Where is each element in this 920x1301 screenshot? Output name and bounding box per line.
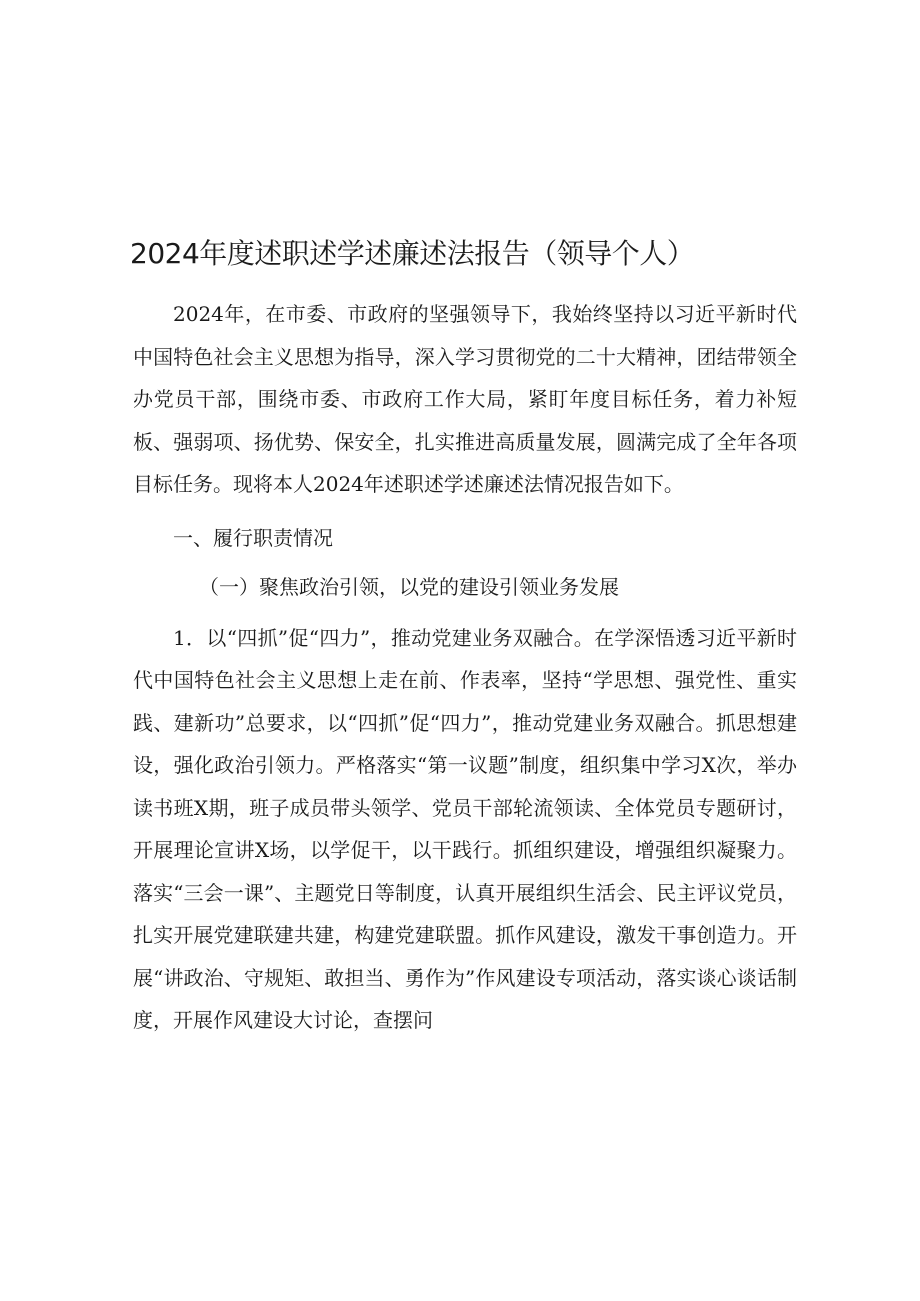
item-paragraph: 1．以“四抓”促“四力”，推动党建业务双融合。在学深悟透习近平新时代中国特色社会主义思想上走在前、作表率，坚持“学思想、强党性、重实践、建新功”总要求，以“四抓”促“四力”，推动党建业务双融合。抓思想建设，强化政治引领力。严格落实“第一议题”制度，组织集中学习X次，举办读书班X期，班子成员带头领学、党员干部轮流领读、全体党员专题研讨，开展理论宣讲X场，以学促干，以干践行。抓组织建设，增强组织凝聚力。落实“三会一课”、主题党日等制度，认真开展组织生活会、民主评议党员，扎实开展党建联建共建，构建党建联盟。抓作风建设，激发干事创造力。开展“讲政治、守规矩、敢担当、勇作为”作风建设专项活动，落实谈心谈话制度，开展作风建设大讨论，查摆问	[133, 625, 797, 1032]
intro-paragraph: 2024年，在市委、市政府的坚强领导下，我始终坚持以习近平新时代中国特色社会主义思想为指导，深入学习贯彻党的二十大精神，团结带领全办党员干部，围绕市委、市政府工作大局，紧盯年度目标任务，着力补短板、强弱项、扬优势、保安全，扎实推进高质量发展，圆满完成了全年各项目标任务。现将本人2024年述职述学述廉述法情况报告如下。	[133, 302, 797, 496]
document-title: 2024年度述职述学述廉述法报告（领导个人）	[130, 237, 695, 270]
document-body	[133, 293, 797, 1042]
subsection-heading: （一）聚焦政治引领，以党的建设引领业务发展	[199, 575, 619, 599]
section-heading: 一、履行职责情况	[173, 525, 333, 550]
